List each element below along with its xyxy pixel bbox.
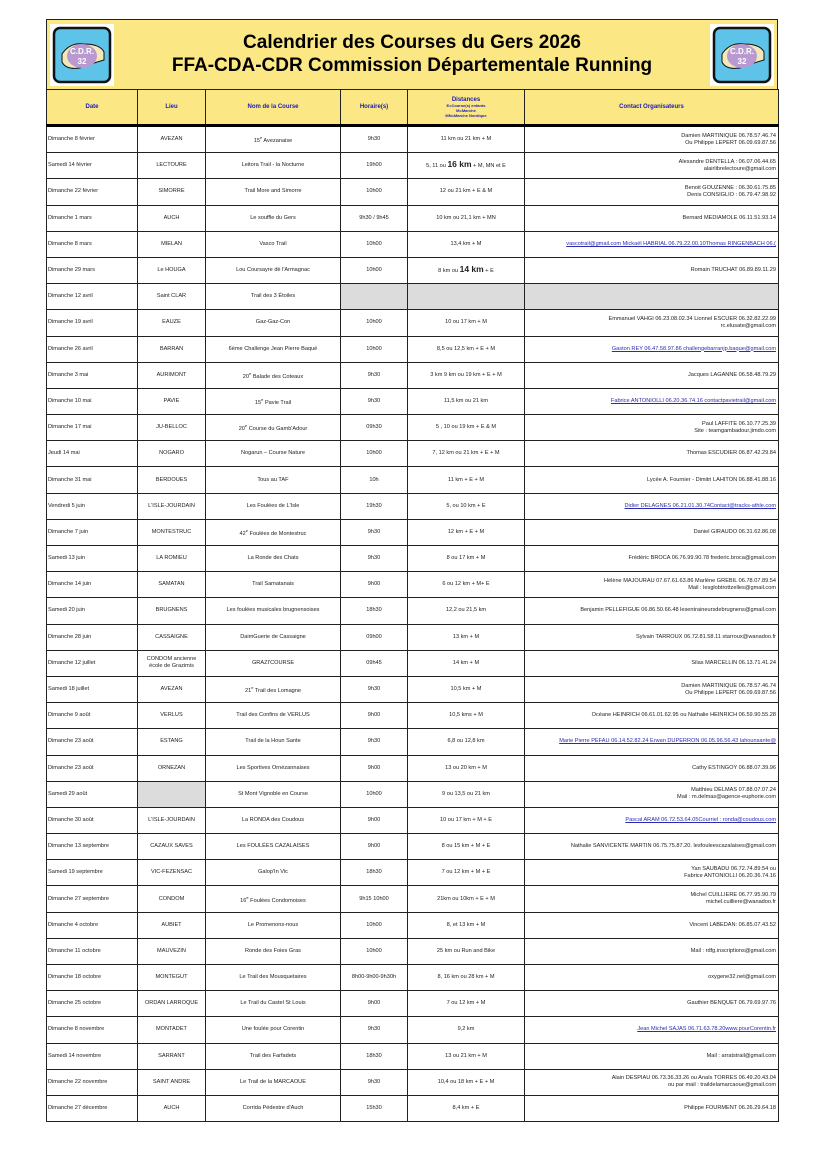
cell-lieu: AUCH (138, 1095, 206, 1121)
cell-lieu: CONDOM (138, 886, 206, 912)
cell-contact[interactable] (525, 807, 779, 833)
cell-date: Dimanche 13 septembre (47, 834, 138, 860)
cell-nom: Gaz-Gaz-Con (206, 310, 341, 336)
cell-date: Dimanche 10 mai (47, 388, 138, 414)
cell-contact: Philippe FOURMENT 06.26.29.64.18 (525, 1095, 779, 1121)
cell-horaire: 15h30 (341, 1095, 408, 1121)
table-row (47, 257, 779, 283)
cell-horaire: 10h00 (341, 336, 408, 362)
cell-contact: Alain DESPIAU 06.73.36.33.26 ou Anaïs TORRES 06.49.20.43.04 ou par mail : traildelamarcaoue@gmail.com (525, 1069, 779, 1095)
cell-nom: St Mont Vignoble en Course (206, 781, 341, 807)
cell-distances: 10 km ou 21,1 km + MN (408, 205, 525, 231)
distances-legend-e: E=Course(s) enfants (446, 102, 486, 108)
cell-date: Samedi 13 juin (47, 546, 138, 572)
cell-nom: GRAZI'COURSE (206, 650, 341, 676)
table-row (47, 703, 779, 729)
cell-nom: Le Trail de la MARCAOUE (206, 1069, 341, 1095)
cell-nom: 15e Avezanaise (206, 126, 341, 153)
cell-distances: 13,4 km + M (408, 231, 525, 257)
cell-contact[interactable] (525, 493, 779, 519)
cell-distances: 6 ou 12 km + M+ E (408, 572, 525, 598)
cell-contact: Jacques LAGANNE 06.58.48.79.29 (525, 362, 779, 388)
cell-horaire: 09h00 (341, 624, 408, 650)
cell-nom: Vasco Trail (206, 231, 341, 257)
cell-lieu: L'ISLE-JOURDAIN (138, 493, 206, 519)
cell-distances: 13 km + M (408, 624, 525, 650)
cell-nom: Les FOULÉES CAZALAISES (206, 834, 341, 860)
cell-lieu: AVEZAN (138, 126, 206, 153)
cell-lieu: LA ROMIEU (138, 546, 206, 572)
cell-lieu: SAINT ANDRE (138, 1069, 206, 1095)
cell-distances: 9 ou 13,5 ou 21 km (408, 781, 525, 807)
cell-contact: Hélène MAJOURAU 07.67.61.63.86 Marlène GREBIL 06.78.07.89.54 Mail : lesglobtrottzelles@gmail.com (525, 572, 779, 598)
table-row (47, 624, 779, 650)
cell-distances: 6,8 ou 12,8 km (408, 729, 525, 755)
cell-contact: Gauthier BENQUET 06.79.69.97.76 (525, 991, 779, 1017)
cell-distances: 12 km + E + M (408, 519, 525, 545)
table-row (47, 231, 779, 257)
cell-lieu: CONDOM ancienne école de Grazimis (138, 650, 206, 676)
cell-horaire: 9h00 (341, 572, 408, 598)
cell-date: Samedi 14 février (47, 153, 138, 179)
column-header-nom: Nom de la Course (206, 90, 341, 126)
cell-distances: 10,5 km + M (408, 676, 525, 702)
cell-nom: La RONDA des Coudous (206, 807, 341, 833)
table-row (47, 153, 779, 179)
cell-date: Dimanche 11 octobre (47, 938, 138, 964)
cell-date: Dimanche 29 mars (47, 257, 138, 283)
cell-horaire: 10h00 (341, 257, 408, 283)
cell-lieu: ESTANG (138, 729, 206, 755)
table-row (47, 572, 779, 598)
table-row (47, 650, 779, 676)
cell-horaire: 9h00 (341, 807, 408, 833)
cell-horaire: 9h00 (341, 991, 408, 1017)
cell-lieu: Le HOUGA (138, 257, 206, 283)
cell-contact: Mail : arratstrail@gmail.com (525, 1043, 779, 1069)
table-row (47, 310, 779, 336)
header-banner (46, 19, 778, 89)
cell-date: Samedi 19 septembre (47, 860, 138, 886)
cell-date: Dimanche 27 décembre (47, 1095, 138, 1121)
cell-date: Dimanche 1 mars (47, 205, 138, 231)
table-row (47, 205, 779, 231)
cell-contact: Damien MARTINIQUE 06.78.57.46.74 Ou Philippe LEPERT 06.09.69.87.56 (525, 126, 779, 153)
cell-distances: 7, 12 km ou 21 km + E + M (408, 441, 525, 467)
table-row (47, 284, 779, 310)
svg-text:C.D.R.: C.D.R. (730, 47, 754, 56)
cell-contact: Silas MARCELLIN 06.13.71.41.24 (525, 650, 779, 676)
cell-contact: Bernard MEDIAMOLE 06.11.51.93.14 (525, 205, 779, 231)
cell-date: Dimanche 25 octobre (47, 991, 138, 1017)
cell-contact: Michel CUILLIERE 06.77.95.90.79 michel.cuilliere@wanadoo.fr (525, 886, 779, 912)
cell-horaire: 9h30 (341, 362, 408, 388)
cell-lieu: VIC-FEZENSAC (138, 860, 206, 886)
cell-distances: 10,5 kms + M (408, 703, 525, 729)
cell-date: Dimanche 22 février (47, 179, 138, 205)
cell-horaire: 9h30 (341, 1017, 408, 1043)
page-title: Calendrier des Courses du Gers 2026 (243, 32, 581, 53)
table-row (47, 912, 779, 938)
cell-lieu: EAUZE (138, 310, 206, 336)
cell-horaire: 19h30 (341, 493, 408, 519)
cell-date: Dimanche 14 juin (47, 572, 138, 598)
cell-horaire: 9h30 (341, 388, 408, 414)
cell-contact: Benoit GOUZENNE : 06.30.61.75.85 Denis CONSIGLIO : 06.79.47.98.92 (525, 179, 779, 205)
cell-distances (408, 284, 525, 310)
table-row (47, 493, 779, 519)
table-row (47, 938, 779, 964)
cell-contact: Alexandre DENTELLA : 06.07.06.44.65 alairlibrelectoure@gmail.com (525, 153, 779, 179)
cell-date: Dimanche 26 avril (47, 336, 138, 362)
cell-date: Dimanche 28 juin (47, 624, 138, 650)
cell-horaire: 10h00 (341, 179, 408, 205)
table-body (47, 126, 779, 1122)
cell-distances: 7 ou 12 km + M (408, 991, 525, 1017)
table-row (47, 1017, 779, 1043)
cell-horaire: 9h00 (341, 834, 408, 860)
contact-link[interactable]: vascotrail@gmail.com Mickaël HABRIAL 06.79.22.00.10Thomas RINGENBACH 06.( (566, 240, 776, 247)
cell-distances: 10 ou 17 km + M (408, 310, 525, 336)
cell-distances: 13 ou 21 km + M (408, 1043, 525, 1069)
cell-lieu: AVEZAN (138, 676, 206, 702)
table-row (47, 598, 779, 624)
table-row (47, 1043, 779, 1069)
cell-horaire: 9h30 (341, 676, 408, 702)
cell-horaire: 09h45 (341, 650, 408, 676)
table-row (47, 546, 779, 572)
cell-contact: Lycée A. Fournier - Dimitri LAHITON 06.88.41.88.16 (525, 467, 779, 493)
cell-nom: Trail Samatanais (206, 572, 341, 598)
cell-lieu: BRUGNENS (138, 598, 206, 624)
column-header-date: Date (47, 90, 138, 126)
cell-nom: Les foulées musicales brugnensoises (206, 598, 341, 624)
cell-lieu (138, 781, 206, 807)
table-row (47, 519, 779, 545)
cell-nom: Le Trail du Castel St Louis (206, 991, 341, 1017)
cell-date: Dimanche 23 août (47, 755, 138, 781)
cell-date: Samedi 14 novembre (47, 1043, 138, 1069)
cell-date: Dimanche 9 août (47, 703, 138, 729)
cell-horaire: 8h00-9h00-9h30h (341, 965, 408, 991)
cell-horaire: 10h00 (341, 781, 408, 807)
cell-distances: 5, 11 ou 16 km + M, MN et E (408, 153, 525, 179)
cell-contact: Sylvain TARROUX 06.72.81.58.11 starroux@wanadoo.fr (525, 624, 779, 650)
cell-horaire: 9h00 (341, 703, 408, 729)
cell-contact: Mail : rdfg.inscriptions@gmail.com (525, 938, 779, 964)
cell-horaire: 09h30 (341, 415, 408, 441)
cell-distances: 8 km ou 14 km + E (408, 257, 525, 283)
cell-lieu: MAUVEZIN (138, 938, 206, 964)
cell-lieu: MONTESTRUC (138, 519, 206, 545)
column-header-lieu: Lieu (138, 90, 206, 126)
cell-lieu: Saint CLAR (138, 284, 206, 310)
cdr32-logo-icon (710, 24, 774, 86)
cell-distances: 8, 16 km ou 28 km + M (408, 965, 525, 991)
column-header-horaire: Horaire(s) (341, 90, 408, 126)
cell-nom: Le souffle du Gers (206, 205, 341, 231)
cell-lieu: SARRANT (138, 1043, 206, 1069)
cell-nom: Le Trail des Mousquetaires (206, 965, 341, 991)
cell-horaire: 9h30 / 9h45 (341, 205, 408, 231)
cell-distances: 11 km ou 21 km + M (408, 126, 525, 153)
cell-lieu: CAZAUX SAVES (138, 834, 206, 860)
table-row (47, 991, 779, 1017)
table-row (47, 676, 779, 702)
table-row (47, 415, 779, 441)
cell-lieu: MIELAN (138, 231, 206, 257)
table-row (47, 388, 779, 414)
table-row (47, 1095, 779, 1121)
table-header-row (47, 90, 779, 126)
cell-contact: Paul LAFFITE 06.10.77.25.39 Site : teamgambadour.jimdo.com (525, 415, 779, 441)
table-row (47, 886, 779, 912)
cell-contact: Cathy ESTINGOY 06.88.07.39.96 (525, 755, 779, 781)
cell-lieu: L'ISLE-JOURDAIN (138, 807, 206, 833)
table-row (47, 781, 779, 807)
cell-horaire: 18h30 (341, 860, 408, 886)
cell-nom: Ronde des Foies Gras (206, 938, 341, 964)
cell-date: Dimanche 23 août (47, 729, 138, 755)
cell-distances: 21km ou 10km + E + M (408, 886, 525, 912)
cell-distances: 14 km + M (408, 650, 525, 676)
cell-lieu: ORNEZAN (138, 755, 206, 781)
cell-date: Dimanche 22 novembre (47, 1069, 138, 1095)
cell-nom: 16e Foulées Condomoises (206, 886, 341, 912)
cell-distances: 3 km 9 km ou 19 km + E + M (408, 362, 525, 388)
cell-nom: Trail des Farfadets (206, 1043, 341, 1069)
cell-horaire: 9h00 (341, 755, 408, 781)
contact-link[interactable]: Gaston REY 06.47.58.97.86 challengebarranjp.baque@gmail.com (611, 345, 776, 352)
cell-distances: 12 ou 21 km + E & M (408, 179, 525, 205)
cell-horaire (341, 284, 408, 310)
cell-date: Dimanche 19 avril (47, 310, 138, 336)
cell-lieu: SIMORRE (138, 179, 206, 205)
cell-distances: 12,2 ou 21,5 km (408, 598, 525, 624)
distances-legend-mn: MN=Marche Nordique (445, 112, 487, 118)
cell-distances: 5, ou 10 km + E (408, 493, 525, 519)
cell-date: Dimanche 31 mai (47, 467, 138, 493)
svg-text:32: 32 (737, 57, 747, 66)
cell-contact: Matthieu DELMAS 07.88.07.07.24 Mail : m.delmas@agence-euphorie.com (525, 781, 779, 807)
cell-horaire: 10h00 (341, 441, 408, 467)
cell-date: Dimanche 17 mai (47, 415, 138, 441)
cell-date: Dimanche 8 novembre (47, 1017, 138, 1043)
cell-contact: Damien MARTINIQUE 06.78.57.46.74 Ou Philippe LEPERT 06.09.69.87.56 (525, 676, 779, 702)
table-row (47, 336, 779, 362)
table-row (47, 179, 779, 205)
race-calendar-table (46, 89, 779, 1122)
cell-lieu: VERLUS (138, 703, 206, 729)
svg-text:32: 32 (77, 57, 87, 66)
cell-distances: 8, et 13 km + M (408, 912, 525, 938)
cell-lieu: ORDAN LARROQUE (138, 991, 206, 1017)
cell-contact (525, 284, 779, 310)
cell-nom: DaimGuerie de Cassaigne (206, 624, 341, 650)
cell-contact: Romain TRUCHAT 06.89.89.11.29 (525, 257, 779, 283)
cell-distances: 11,5 km ou 21 km (408, 388, 525, 414)
cell-date: Dimanche 27 septembre (47, 886, 138, 912)
cell-nom: Trail des Confins de VERLUS (206, 703, 341, 729)
calendar-sheet (46, 19, 778, 1122)
table-row (47, 441, 779, 467)
cell-horaire: 18h30 (341, 598, 408, 624)
cell-nom: 20e Balade des Coteaux (206, 362, 341, 388)
cell-nom: Une foulée pour Corentin (206, 1017, 341, 1043)
cell-horaire: 9h30 (341, 126, 408, 153)
table-row (47, 834, 779, 860)
svg-text:C.D.R.: C.D.R. (70, 47, 94, 56)
cell-date: Dimanche 3 mai (47, 362, 138, 388)
cell-nom: 42e Foulées de Montestruc (206, 519, 341, 545)
cell-nom: Les Foulées de L'Isle (206, 493, 341, 519)
cell-nom: Trail des 3 Étoiles (206, 284, 341, 310)
cell-contact: oxygene32.net@gmail.com (525, 965, 779, 991)
cell-date: Dimanche 8 février (47, 126, 138, 153)
cell-contact: Frédéric BROCA 06.76.99.90.78 frederic.broca@gmail.com (525, 546, 779, 572)
cell-date: Jeudi 14 mai (47, 441, 138, 467)
table-row (47, 807, 779, 833)
cell-date: Dimanche 4 octobre (47, 912, 138, 938)
cell-contact[interactable] (525, 388, 779, 414)
cell-horaire: 10h00 (341, 912, 408, 938)
cell-nom: Corrida Pédestre d'Auch (206, 1095, 341, 1121)
cell-contact[interactable] (525, 231, 779, 257)
cell-contact: Océane HEINRICH 06.61.01.62.95 ou Nathalie HEINRICH 06.59.90.55.28 (525, 703, 779, 729)
cell-lieu: SAMATAN (138, 572, 206, 598)
cell-contact: Thomas ESCUDIER 06.87.42.29.84 (525, 441, 779, 467)
cell-contact: Yan SAUBADU 06.72.74.89.54 ou Fabrice ANTONIOLLI 06.20.36.74.16 (525, 860, 779, 886)
cell-horaire: 9h30 (341, 729, 408, 755)
cell-contact: Emmanuel VAHGI 06.23.08.02.34 Lionnel ESCUER 06.32.82.22.99 rc.elusate@gmail.com (525, 310, 779, 336)
cell-lieu: BERDOUES (138, 467, 206, 493)
cell-horaire: 9h15 10h00 (341, 886, 408, 912)
cell-nom: 6ème Challenge Jean Pierre Baqué (206, 336, 341, 362)
cell-distances: 5 , 10 ou 19 km + E & M (408, 415, 525, 441)
page-subtitle: FFA-CDA-CDR Commission Départementale Running (171, 55, 653, 76)
cell-date: Samedi 20 juin (47, 598, 138, 624)
cell-nom: 20e Course du Gamb'Adour (206, 415, 341, 441)
cell-contact: Nathalie SANVICENTE MARTIN 06.75.75.87.20. lesfouleescazalaises@gmail.com (525, 834, 779, 860)
cell-lieu: BARRAN (138, 336, 206, 362)
cell-nom: Le Promenons-nous (206, 912, 341, 938)
table-row (47, 965, 779, 991)
cell-lieu: AUCH (138, 205, 206, 231)
table-row (47, 467, 779, 493)
table-row (47, 362, 779, 388)
cell-date: Dimanche 18 octobre (47, 965, 138, 991)
cdr32-logo-right (710, 24, 774, 86)
contact-link[interactable]: Marie Pierre PEFAU 06.14.52.82.24 Erwan DUPERRON 06.05.96.56.43 lahounsante@ (559, 738, 776, 745)
cell-contact: Benjamin PELLEFIGUE 06.86.50.66.48 lesentraineursdebrugnens@gmail.com (525, 598, 779, 624)
cell-distances: 8 ou 17 km + M (408, 546, 525, 572)
cell-lieu: AUBIET (138, 912, 206, 938)
cell-distances: 10,4 ou 18 km + E + M (408, 1069, 525, 1095)
cell-nom: Tous au TAF (206, 467, 341, 493)
cell-distances: 25 km ou Run and Bike (408, 938, 525, 964)
cell-contact[interactable] (525, 1017, 779, 1043)
cell-lieu: AURIMONT (138, 362, 206, 388)
cell-lieu: LECTOURE (138, 153, 206, 179)
cell-horaire: 10h00 (341, 310, 408, 336)
cell-lieu: PAVIE (138, 388, 206, 414)
cdr32-logo-icon (50, 24, 114, 86)
cell-nom: 15e Pavie Trail (206, 388, 341, 414)
cell-date: Dimanche 8 mars (47, 231, 138, 257)
cell-nom: Trail More and Simorre (206, 179, 341, 205)
cell-horaire: 10h00 (341, 231, 408, 257)
distances-title: Distances (451, 96, 481, 103)
cell-horaire: 9h30 (341, 546, 408, 572)
cell-contact: Daniel GIRAUDO 06.31.62.86.08 (525, 519, 779, 545)
contact-link[interactable]: Didier DELAGNES 06.21.01.30.74Contact@tracks-athle.com (624, 502, 776, 509)
column-header-distances (408, 90, 525, 126)
cell-date: Samedi 18 juillet (47, 676, 138, 702)
cell-distances: 8 ou 15 km + M + E (408, 834, 525, 860)
cell-date: Dimanche 12 juillet (47, 650, 138, 676)
cell-contact[interactable] (525, 336, 779, 362)
cell-date: Dimanche 30 août (47, 807, 138, 833)
table-row (47, 126, 779, 153)
cell-date: Dimanche 7 juin (47, 519, 138, 545)
cell-distances: 8,4 km + E (408, 1095, 525, 1121)
cell-lieu: NOGARO (138, 441, 206, 467)
cell-distances: 11 km + E + M (408, 467, 525, 493)
cell-distances: 9,2 km (408, 1017, 525, 1043)
cell-distances: 7 ou 12 km + M + E (408, 860, 525, 886)
cell-contact: Vincent LABEDAN: 06.85.07.43.52 (525, 912, 779, 938)
cell-horaire: 10h (341, 467, 408, 493)
table-row (47, 1069, 779, 1095)
header-titles (127, 32, 697, 78)
cell-nom: Galop'In Vic (206, 860, 341, 886)
cell-nom: Lou Coursayre dè l'Armagnac (206, 257, 341, 283)
cell-horaire: 9h30 (341, 519, 408, 545)
column-header-contact: Contact Organisateurs (525, 90, 779, 126)
distances-legend-m: M=Marche (456, 107, 476, 113)
cell-lieu: MONTADET (138, 1017, 206, 1043)
cell-nom: 21e Trail des Lomagne (206, 676, 341, 702)
cell-lieu: JU-BELLOC (138, 415, 206, 441)
contact-link[interactable]: Jean Michel SAJAS 06.71.63.78.20www.pourCorentin.fr (637, 1026, 776, 1033)
cell-nom: Leitora Trail - la Nocturne (206, 153, 341, 179)
table-row (47, 860, 779, 886)
cell-lieu: MONTEGUT (138, 965, 206, 991)
cell-horaire: 18h30 (341, 1043, 408, 1069)
cell-distances: 10 ou 17 km + M + E (408, 807, 525, 833)
table-row (47, 755, 779, 781)
cell-date: Samedi 29 août (47, 781, 138, 807)
contact-link[interactable]: Fabrice ANTONIOLLI 06.20.36.74.16 contactpavietrail@gmail.com (610, 397, 776, 404)
cdr32-logo-left (50, 24, 114, 86)
cell-horaire: 19h00 (341, 153, 408, 179)
cell-date: Dimanche 12 avril (47, 284, 138, 310)
table-row (47, 729, 779, 755)
cell-lieu: CASSAIGNE (138, 624, 206, 650)
cell-distances: 13 ou 20 km + M (408, 755, 525, 781)
cell-nom: Les Sportives Ornézannaises (206, 755, 341, 781)
cell-date: Vendredi 5 juin (47, 493, 138, 519)
cell-contact[interactable] (525, 729, 779, 755)
cell-horaire: 9h30 (341, 1069, 408, 1095)
contact-link[interactable]: Pascal ARAM 06.72.53.64.05Courriel : ronda@coudous.com (625, 816, 776, 823)
cell-nom: La Ronde des Chats (206, 546, 341, 572)
cell-horaire: 10h00 (341, 938, 408, 964)
cell-nom: Nogarun – Course Nature (206, 441, 341, 467)
cell-nom: Trail de la Houn Sante (206, 729, 341, 755)
cell-distances: 8,5 ou 12,5 km + E + M (408, 336, 525, 362)
